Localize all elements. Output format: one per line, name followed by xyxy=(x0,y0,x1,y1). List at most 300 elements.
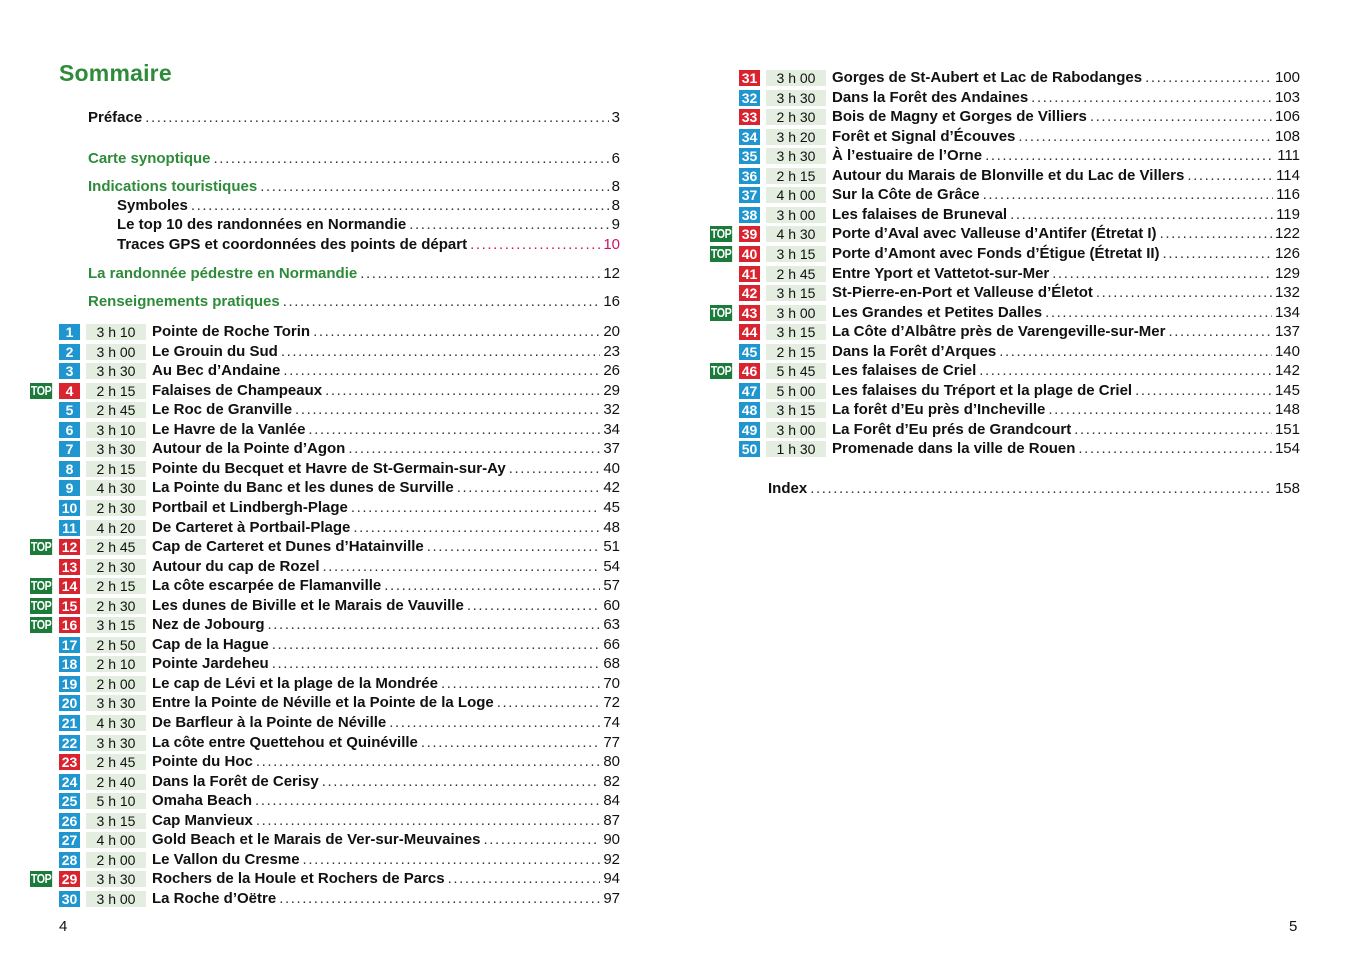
front-matter-entry[interactable] xyxy=(117,215,620,234)
leader-dots xyxy=(457,478,601,497)
walk-title-line xyxy=(832,127,1300,146)
front-matter-entry[interactable] xyxy=(117,196,620,215)
entry-label: Le top 10 des randonnées en Normandie xyxy=(117,216,407,233)
walk-number-badge: 22 xyxy=(59,735,80,751)
walk-page: 32 xyxy=(603,401,620,419)
front-matter-entry[interactable] xyxy=(88,149,620,168)
walk-page: 66 xyxy=(603,635,620,653)
walk-title: Portbail et Lindbergh-Plage xyxy=(152,498,348,516)
walk-page: 72 xyxy=(603,694,620,712)
leader-dots xyxy=(1048,400,1272,419)
walk-title: La Forêt d’Eu prés de Grandcourt xyxy=(832,420,1072,438)
walk-number-badge: 23 xyxy=(59,754,80,770)
leader-dots xyxy=(308,420,600,439)
walk-title-line xyxy=(152,654,620,673)
walk-page: 114 xyxy=(1276,166,1300,184)
walk-title-line xyxy=(152,342,620,361)
walk-page: 137 xyxy=(1274,323,1300,341)
walk-duration: 3 h 30 xyxy=(86,441,146,457)
walk-title-line xyxy=(152,518,620,537)
walk-title: Porte d’Aval avec Valleuse d’Antifer (Étretat I) xyxy=(832,225,1157,243)
walk-page: 68 xyxy=(603,655,620,673)
walk-page: 145 xyxy=(1274,381,1300,399)
top-badge: TOP xyxy=(30,578,52,594)
walk-title: St-Pierre-en-Port et Valleuse d’Életot xyxy=(832,284,1093,302)
leader-dots xyxy=(999,342,1272,361)
walk-title-line xyxy=(832,342,1300,361)
leader-dots xyxy=(214,149,609,168)
leader-dots xyxy=(470,235,600,254)
walk-title-line xyxy=(152,850,620,869)
walk-number-badge: 49 xyxy=(739,422,760,438)
walk-duration: 5 h 00 xyxy=(766,383,826,399)
walk-entry[interactable] xyxy=(680,88,1359,108)
walk-page: 77 xyxy=(603,733,620,751)
walk-page: 60 xyxy=(603,596,620,614)
walk-number-badge: 1 xyxy=(59,324,80,340)
walk-title-line xyxy=(152,400,620,419)
front-matter-entry[interactable] xyxy=(88,292,620,311)
walk-duration: 4 h 30 xyxy=(86,480,146,496)
walk-duration: 3 h 00 xyxy=(766,70,826,86)
top-badge: TOP xyxy=(710,226,732,242)
walk-title: La Pointe du Banc et les dunes de Surville xyxy=(152,479,454,497)
walk-duration: 3 h 15 xyxy=(86,813,146,829)
walk-duration: 2 h 10 xyxy=(86,656,146,672)
walk-entry[interactable] xyxy=(680,400,1359,420)
walk-title: Gorges de St-Aubert et Lac de Rabodanges xyxy=(832,69,1143,86)
walk-page: 87 xyxy=(603,811,620,829)
walk-entry[interactable] xyxy=(0,615,680,635)
walk-page: 90 xyxy=(603,831,620,849)
walk-page: 111 xyxy=(1277,147,1300,165)
walk-page: 92 xyxy=(603,850,620,868)
leader-dots xyxy=(1010,205,1273,224)
leader-dots xyxy=(1163,244,1272,263)
leader-dots xyxy=(1145,68,1272,87)
walk-title-line xyxy=(152,596,620,615)
walk-duration: 3 h 00 xyxy=(766,207,826,223)
top-badge: TOP xyxy=(30,382,52,398)
walk-page: 116 xyxy=(1276,186,1300,204)
leader-dots xyxy=(1090,107,1272,126)
walk-duration: 2 h 00 xyxy=(86,852,146,868)
walk-entry[interactable] xyxy=(680,283,1359,303)
walk-page: 140 xyxy=(1274,342,1300,360)
walk-title-line xyxy=(152,635,620,654)
walk-title: Entre la Pointe de Néville et la Pointe de la Loge xyxy=(152,694,494,712)
leader-dots xyxy=(1031,88,1272,107)
leader-dots xyxy=(272,654,601,673)
top-badge: TOP xyxy=(710,304,732,320)
walk-entry[interactable] xyxy=(0,693,680,713)
leader-dots xyxy=(255,791,600,810)
walk-entry[interactable] xyxy=(0,811,680,831)
walk-title: Cap de la Hague xyxy=(152,635,269,653)
walk-duration: 2 h 15 xyxy=(766,344,826,360)
walk-duration: 3 h 20 xyxy=(766,129,826,145)
walk-entry[interactable] xyxy=(0,322,680,342)
walk-entry[interactable] xyxy=(0,752,680,772)
walk-number-badge: 17 xyxy=(59,637,80,653)
walk-title: Autour du cap de Rozel xyxy=(152,557,320,575)
walk-page: 151 xyxy=(1274,420,1300,438)
walk-number-badge: 41 xyxy=(739,266,760,282)
walk-duration: 3 h 00 xyxy=(766,305,826,321)
walk-entry[interactable] xyxy=(0,596,680,616)
walk-entry[interactable] xyxy=(0,537,680,557)
walk-title: La forêt d’Eu près d’Incheville xyxy=(832,401,1046,419)
walk-number-badge: 38 xyxy=(739,207,760,223)
walk-entry[interactable] xyxy=(0,830,680,850)
walk-entry[interactable] xyxy=(0,772,680,792)
front-matter-entry[interactable] xyxy=(117,235,620,254)
walk-entry[interactable] xyxy=(680,244,1359,264)
walk-number-badge: 32 xyxy=(739,90,760,106)
walk-title: Les falaises de Criel xyxy=(832,362,977,380)
walk-duration: 2 h 30 xyxy=(86,500,146,516)
walk-duration: 2 h 45 xyxy=(86,402,146,418)
walk-duration: 2 h 15 xyxy=(86,578,146,594)
front-matter-entry[interactable] xyxy=(88,177,620,196)
walk-number-badge: 6 xyxy=(59,422,80,438)
walk-page: 34 xyxy=(603,420,620,438)
walk-page: 142 xyxy=(1274,362,1300,380)
walk-entry[interactable] xyxy=(0,420,680,440)
walk-number-badge: 19 xyxy=(59,676,80,692)
walk-duration: 2 h 45 xyxy=(86,754,146,770)
walk-page: 48 xyxy=(603,518,620,536)
walk-title: Dans la Forêt des Andaines xyxy=(832,88,1029,106)
walk-page: 23 xyxy=(603,342,620,360)
walk-page: 106 xyxy=(1274,108,1300,126)
walk-page: 20 xyxy=(603,323,620,340)
walk-duration: 3 h 10 xyxy=(86,324,146,340)
walk-title-line xyxy=(152,576,620,595)
leader-dots xyxy=(441,674,600,693)
walk-duration: 3 h 15 xyxy=(766,324,826,340)
walk-duration: 3 h 30 xyxy=(86,695,146,711)
walk-title: Pointe de Roche Torin xyxy=(152,323,311,340)
walk-title: Pointe du Hoc xyxy=(152,753,253,771)
walk-title-line xyxy=(152,557,620,576)
entry-page: 8 xyxy=(611,178,620,195)
walk-page: 29 xyxy=(603,381,620,399)
walk-title-line xyxy=(152,772,620,791)
entry-page: 16 xyxy=(603,293,620,310)
walk-entry[interactable] xyxy=(680,439,1359,459)
walk-title: Pointe du Becquet et Havre de St-Germain-sur-Ay xyxy=(152,459,506,477)
walk-duration: 3 h 00 xyxy=(766,422,826,438)
walk-duration: 2 h 15 xyxy=(86,383,146,399)
walk-entry[interactable] xyxy=(0,713,680,733)
front-matter-entry[interactable] xyxy=(88,108,620,127)
page-number-right: 5 xyxy=(1289,918,1298,935)
top-badge: TOP xyxy=(30,539,52,555)
walk-entry[interactable] xyxy=(0,576,680,596)
leader-dots xyxy=(427,537,601,556)
walk-number-badge: 36 xyxy=(739,168,760,184)
walk-entry[interactable] xyxy=(680,361,1359,381)
leader-dots xyxy=(1052,264,1272,283)
walk-entry[interactable] xyxy=(0,850,680,870)
walk-entry[interactable] xyxy=(0,342,680,362)
walk-entry[interactable] xyxy=(680,420,1359,440)
walk-duration: 3 h 30 xyxy=(86,735,146,751)
walk-number-badge: 18 xyxy=(59,656,80,672)
walk-number-badge: 21 xyxy=(59,715,80,731)
walk-entry[interactable] xyxy=(680,127,1359,147)
entry-page: 3 xyxy=(611,109,620,126)
walk-title: À l’estuaire de l’Orne xyxy=(832,147,983,165)
walk-number-badge: 8 xyxy=(59,461,80,477)
walk-duration: 2 h 50 xyxy=(86,637,146,653)
walk-duration: 2 h 45 xyxy=(86,539,146,555)
walk-title: Cap de Carteret et Dunes d’Hatainville xyxy=(152,538,424,556)
walk-title-line xyxy=(832,244,1300,263)
walk-number-badge: 26 xyxy=(59,813,80,829)
walk-title: Promenade dans la ville de Rouen xyxy=(832,440,1076,458)
walk-entry[interactable] xyxy=(680,185,1359,205)
leader-dots xyxy=(1187,166,1273,185)
walk-number-badge: 29 xyxy=(59,871,80,887)
walk-number-badge: 35 xyxy=(739,148,760,164)
leader-dots xyxy=(467,596,601,615)
walk-duration: 2 h 30 xyxy=(766,109,826,125)
walk-duration: 3 h 30 xyxy=(86,871,146,887)
walk-title-line xyxy=(152,439,620,458)
entry-label: Carte synoptique xyxy=(88,150,211,167)
entry-label: Traces GPS et coordonnées des points de départ xyxy=(117,236,468,253)
walk-title: Les falaises du Tréport et la plage de Criel xyxy=(832,381,1133,399)
walk-title: Rochers de la Houle et Rochers de Parcs xyxy=(152,870,445,888)
walk-entry[interactable] xyxy=(680,322,1359,342)
walk-entry[interactable] xyxy=(0,635,680,655)
walk-entry[interactable] xyxy=(0,674,680,694)
walk-number-badge: 48 xyxy=(739,402,760,418)
walk-number-badge: 12 xyxy=(59,539,80,555)
walk-duration: 2 h 15 xyxy=(86,461,146,477)
walk-page: 42 xyxy=(603,479,620,497)
walk-entry[interactable] xyxy=(0,733,680,753)
walk-entry[interactable] xyxy=(0,557,680,577)
walk-entry[interactable] xyxy=(0,439,680,459)
walk-duration: 4 h 00 xyxy=(86,832,146,848)
walk-entry[interactable] xyxy=(0,459,680,479)
leader-dots xyxy=(810,479,1272,498)
walk-page: 82 xyxy=(603,772,620,790)
walk-title: Le Roc de Granville xyxy=(152,401,293,419)
walk-duration: 5 h 45 xyxy=(766,363,826,379)
walk-page: 103 xyxy=(1274,88,1300,106)
walk-title: Pointe Jardeheu xyxy=(152,655,269,673)
leader-dots xyxy=(448,869,601,888)
walk-number-badge: 3 xyxy=(59,363,80,379)
walk-title-line xyxy=(152,322,620,341)
walk-title-line xyxy=(832,107,1300,126)
walk-page: 45 xyxy=(603,498,620,516)
entry-page: 9 xyxy=(611,216,620,233)
walk-duration: 3 h 15 xyxy=(766,402,826,418)
page-number-left: 4 xyxy=(59,918,68,935)
walk-entry[interactable] xyxy=(680,107,1359,127)
leader-dots xyxy=(283,361,600,380)
walk-entry[interactable] xyxy=(0,889,680,909)
walk-entry[interactable] xyxy=(0,400,680,420)
walk-duration: 3 h 30 xyxy=(86,363,146,379)
leader-dots xyxy=(1018,127,1272,146)
walk-title-line xyxy=(832,283,1300,302)
index-entry[interactable] xyxy=(768,479,1300,498)
walk-number-badge: 42 xyxy=(739,285,760,301)
top-badge: TOP xyxy=(710,363,732,379)
walk-page: 57 xyxy=(603,577,620,595)
leader-dots xyxy=(509,459,601,478)
walk-title-line xyxy=(152,811,620,830)
entry-label: Indications touristiques xyxy=(88,178,258,195)
walk-entry[interactable] xyxy=(0,381,680,401)
walk-entry[interactable] xyxy=(0,478,680,498)
walk-title: Les falaises de Bruneval xyxy=(832,205,1008,223)
walk-page: 126 xyxy=(1274,244,1300,262)
walk-number-badge: 15 xyxy=(59,598,80,614)
walk-duration: 2 h 45 xyxy=(766,266,826,282)
leader-dots xyxy=(313,322,600,341)
walk-duration: 3 h 15 xyxy=(766,246,826,262)
walk-page: 94 xyxy=(603,870,620,888)
leader-dots xyxy=(268,615,601,634)
walk-title: De Carteret à Portbail-Plage xyxy=(152,518,351,536)
walk-title: Bois de Magny et Gorges de Villiers xyxy=(832,108,1087,126)
walk-number-badge: 5 xyxy=(59,402,80,418)
walk-entry[interactable] xyxy=(680,205,1359,225)
walk-number-badge: 13 xyxy=(59,559,80,575)
right-page xyxy=(680,0,1359,969)
walk-number-badge: 46 xyxy=(739,363,760,379)
walk-page: 74 xyxy=(603,714,620,731)
walk-page: 37 xyxy=(603,440,620,458)
walk-title: Cap Manvieux xyxy=(152,811,253,829)
entry-page: 12 xyxy=(603,265,620,282)
walk-number-badge: 24 xyxy=(59,774,80,790)
walk-number-badge: 34 xyxy=(739,129,760,145)
walk-duration: 2 h 00 xyxy=(86,676,146,692)
leader-dots xyxy=(1074,420,1272,439)
walk-title-line xyxy=(152,791,620,810)
walk-entry[interactable] xyxy=(680,146,1359,166)
leader-dots xyxy=(1160,224,1272,243)
leader-dots xyxy=(1135,381,1272,400)
walk-entry[interactable] xyxy=(0,869,680,889)
leader-dots xyxy=(303,850,601,869)
leader-dots xyxy=(348,439,600,458)
walk-entry[interactable] xyxy=(680,303,1359,323)
walk-title-line xyxy=(832,303,1300,322)
walk-duration: 4 h 20 xyxy=(86,520,146,536)
walk-title-line xyxy=(832,420,1300,439)
entry-page: 6 xyxy=(611,150,620,167)
walk-duration: 3 h 30 xyxy=(766,90,826,106)
walk-number-badge: 44 xyxy=(739,324,760,340)
leader-dots xyxy=(145,108,608,127)
leader-dots xyxy=(191,196,609,215)
leader-dots xyxy=(281,342,600,361)
walk-title-line xyxy=(152,459,620,478)
walk-entry[interactable] xyxy=(680,68,1359,88)
walk-duration: 3 h 30 xyxy=(766,148,826,164)
leader-dots xyxy=(1078,439,1272,458)
walk-title: Au Bec d’Andaine xyxy=(152,362,281,380)
walk-entry[interactable] xyxy=(0,654,680,674)
walk-entry[interactable] xyxy=(680,166,1359,186)
walk-entry[interactable] xyxy=(680,381,1359,401)
leader-dots xyxy=(497,693,601,712)
walk-duration: 2 h 40 xyxy=(86,774,146,790)
entry-page: 10 xyxy=(603,236,620,253)
walk-page: 40 xyxy=(603,459,620,477)
walk-number-badge: 9 xyxy=(59,480,80,496)
walk-page: 26 xyxy=(603,362,620,380)
walk-entry[interactable] xyxy=(0,498,680,518)
walk-page: 122 xyxy=(1274,225,1300,243)
walk-number-badge: 16 xyxy=(59,617,80,633)
walk-page: 148 xyxy=(1274,401,1300,419)
walk-number-badge: 4 xyxy=(59,383,80,399)
walk-entry[interactable] xyxy=(0,361,680,381)
walk-entry[interactable] xyxy=(0,518,680,538)
walk-entry[interactable] xyxy=(680,342,1359,362)
walk-duration: 2 h 30 xyxy=(86,559,146,575)
walk-number-badge: 50 xyxy=(739,441,760,457)
walk-duration: 2 h 30 xyxy=(86,598,146,614)
walk-duration: 3 h 15 xyxy=(766,285,826,301)
walk-title-line xyxy=(832,322,1300,341)
entry-page: 8 xyxy=(611,197,620,214)
walk-page: 134 xyxy=(1274,303,1300,321)
walk-page: 132 xyxy=(1274,284,1300,302)
top-badge: TOP xyxy=(30,597,52,613)
walk-title-line xyxy=(832,224,1300,243)
front-matter-entry[interactable] xyxy=(88,264,620,283)
walk-title-line xyxy=(152,713,620,732)
walk-title-line xyxy=(152,381,620,400)
walk-title: Dans la Forêt de Cerisy xyxy=(152,772,319,790)
entry-label: Symboles xyxy=(117,197,188,214)
walk-entry[interactable] xyxy=(680,224,1359,244)
walk-entry[interactable] xyxy=(0,791,680,811)
leader-dots xyxy=(323,557,601,576)
walk-number-badge: 39 xyxy=(739,226,760,242)
walk-page: 154 xyxy=(1274,440,1300,458)
top-badge: TOP xyxy=(710,245,732,261)
walk-title: Le Grouin du Sud xyxy=(152,342,278,360)
leader-dots xyxy=(322,772,601,791)
walk-entry[interactable] xyxy=(680,264,1359,284)
walk-duration: 1 h 30 xyxy=(766,441,826,457)
walk-title-line xyxy=(152,420,620,439)
walk-duration: 4 h 30 xyxy=(766,226,826,242)
index-label: Index xyxy=(768,480,808,497)
walk-title-line xyxy=(832,439,1300,458)
leader-dots xyxy=(979,361,1272,380)
entry-label: La randonnée pédestre en Normandie xyxy=(88,265,358,282)
leader-dots xyxy=(279,889,600,908)
walk-number-badge: 40 xyxy=(739,246,760,262)
leader-dots xyxy=(260,177,608,196)
walk-duration: 3 h 10 xyxy=(86,422,146,438)
walk-number-badge: 28 xyxy=(59,852,80,868)
walk-title: Le Vallon du Cresme xyxy=(152,850,300,868)
